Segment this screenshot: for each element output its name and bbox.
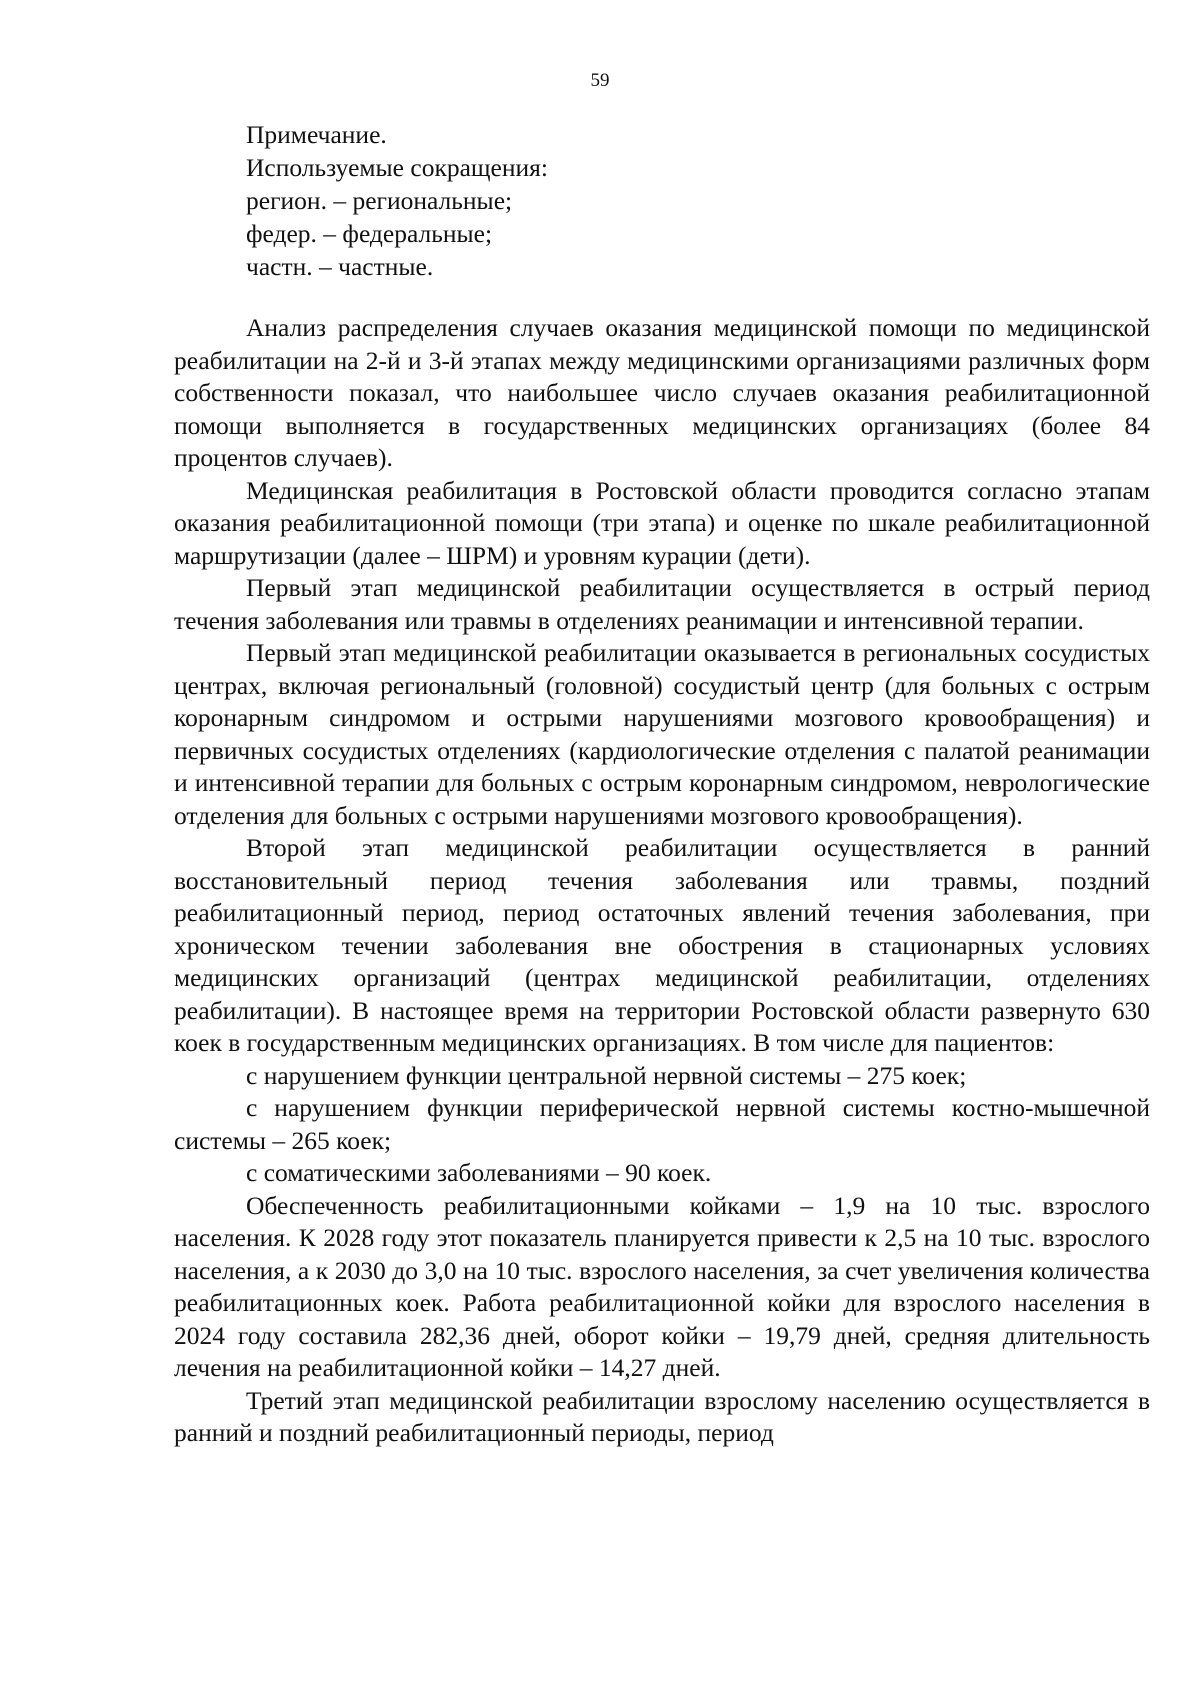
paragraph-first-stage-icu: Первый этап медицинской реабилитации осуществляется в острый период течения заболевания или травмы в отделениях реанимации и интенсивной терапии.: [174, 573, 1150, 635]
note-line: регион. – региональные;: [246, 186, 513, 215]
body-text: [174, 312, 1150, 1450]
paragraph-ownership-analysis: Анализ распределения случаев оказания медицинской помощи по медицинской реабилитации на 2-й и 3-й этапах между медицинскими организациями различных форм собственности показал, что наибольшее число случаев оказания реабилитационной помощи выполняется в государственных медицинских организациях (более 84 процентов случаев).: [174, 313, 1150, 472]
paragraph-first-stage-vascular: Первый этап медицинской реабилитации оказывается в региональных сосудистых центрах, включая региональный (головной) сосудистый центр (для больных с острым коронарным синдромом и острыми нарушениями мозгового кровообращения) и первичных сосудистых отделениях (кардиологические отделения с палатой реанимации и интенсивной терапии для больных с острым коронарным синдромом, неврологические отделения для больных с острыми нарушениями мозгового кровообращения).: [174, 638, 1150, 830]
paragraph-third-stage: Третий этап медицинской реабилитации взрослому населению осуществляется в ранний и поздний реабилитационный периоды, период: [174, 1385, 1150, 1447]
note-line: федер. – федеральные;: [246, 219, 493, 248]
note-title: Примечание.: [246, 120, 387, 149]
note-line: Используемые сокращения:: [246, 153, 548, 182]
paragraph-second-stage: Второй этап медицинской реабилитации осуществляется в ранний восстановительный период течения заболевания или травмы, поздний реабилитационный период, период остаточных явлений течения заболевания, при хроническом течении заболевания вне обострения в стационарных условиях медицинских организаций (центрах медицинской реабилитации, отделениях реабилитации). В настоящее время на территории Ростовской области развернуто 630 коек в государственным медицинских организациях. В том числе для пациентов:: [174, 833, 1150, 1057]
note-line: частн. – частные.: [246, 252, 434, 281]
page-number: 59: [590, 70, 610, 91]
paragraph-cns-beds: с нарушением функции центральной нервной системы – 275 коек;: [246, 1060, 967, 1090]
paragraph-rehab-stages: Медицинская реабилитация в Ростовской области проводится согласно этапам оказания реабилитационной помощи (три этапа) и оценке по шкале реабилитационной маршрутизации (далее – ШРМ) и уровням курации (дети).: [174, 475, 1150, 570]
paragraph-bed-provision: Обеспеченность реабилитационными койками – 1,9 на 10 тыс. взрослого населения. К 2028 году этот показатель планируется привести к 2,5 на 10 тыс. взрослого населения, а к 2030 до 3,0 на 10 тыс. взрослого населения, за счет увеличения количества реабилитационных коек. Работа реабилитационной койки для взрослого населения в 2024 году составила 282,36 дней, оборот койки – 19,79 дней, средняя длительность лечения на реабилитационной койки – 14,27 дней.: [174, 1190, 1150, 1382]
abbreviations-note: [246, 118, 548, 283]
paragraph-somatic-beds: с соматическими заболеваниями – 90 коек.: [246, 1158, 712, 1187]
paragraph-pns-beds: с нарушением функции периферической нервной системы костно-мышечной системы – 265 коек;: [174, 1093, 1150, 1155]
